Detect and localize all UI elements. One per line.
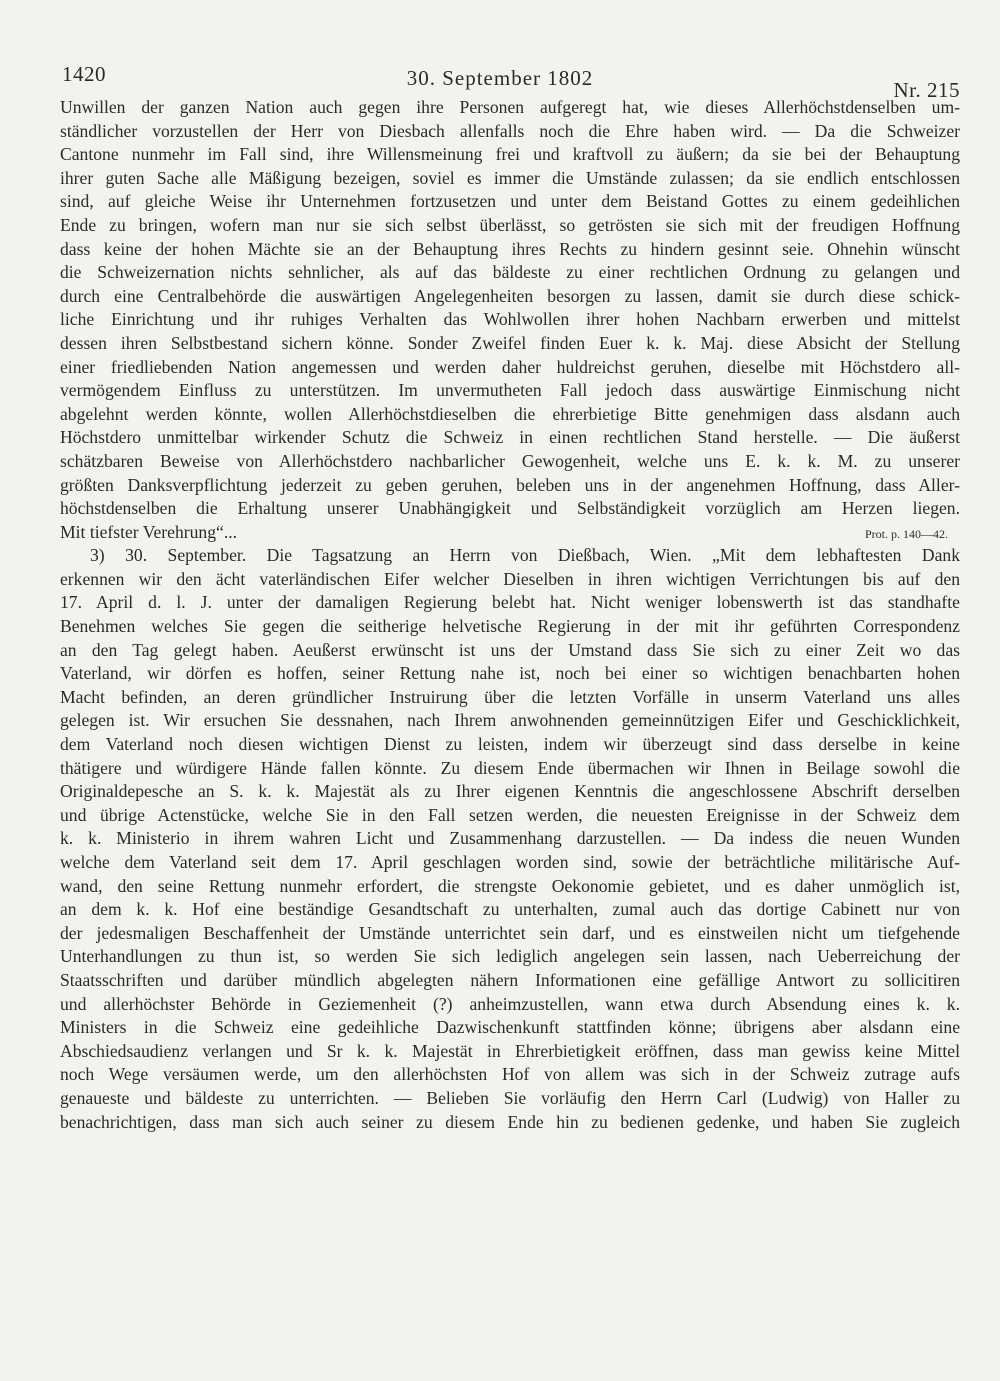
text-line: Ministers in die Schweiz eine gedeihliche Dazwischenkunft stattfinden könne; übrigens aber alsdann eine [60,1017,960,1038]
text-line: thätigere und würdigere Hände fallen könnte. Zu diesem Ende übermachen wir Ihnen in Beilage sowohl die [60,757,960,778]
text-line: abgelehnt werden könnte, wollen Allerhöchstdieselben die ehrerbietige Bitte genehmigen dass alsdann auch [60,403,960,424]
text-line: k. k. Ministerio in ihrem wahren Licht und Zusammenhang darzustellen. — Da indess die neuen Wunden [60,828,960,849]
closing-line [60,521,960,545]
text-line: Staatsschriften und darüber mündlich abgelegten nähern Informationen eine gefällige Antwort zu sollicitiren [60,969,960,990]
text-line: und übrige Actenstücke, welche Sie in den Fall setzen werden, die neuesten Ereignisse in der Schweiz dem [60,804,960,825]
text-line: größten Danksverpflichtung jederzeit zu geben geruhen, beleben uns in der angenehmen Hoffnung, dass Aller- [60,474,960,495]
text-line: und allerhöchster Behörde in Geziemenheit (?) anheimzustellen, wann etwa durch Absendung eines k. k. [60,993,960,1014]
body-text [60,96,960,1134]
text-line: dass keine der hohen Mächte sie an der Behauptung ihres Rechts zu hindern gesinnt seie. Ohnehin wünscht [60,238,960,259]
text-line: der jedesmaligen Beschaffenheit der Umstände unterrichtet sein darf, und es einstweilen nicht um tiefgehende [60,922,960,943]
text-line: 17. April d. l. J. unter der damaligen Regierung belebt hat. Nicht weniger lobenswerth ist das standhafte [60,592,960,613]
text-line: an dem k. k. Hof eine beständige Gesandtschaft zu unterhalten, zumal auch das dortige Cabinett nur von [60,899,960,920]
text-line: noch Wege versäumen werde, um den allerhöchsten Hof von allem was sich in der Schweiz zutrage aufs [60,1064,960,1085]
text-line: welche dem Vaterland seit dem 17. April geschlagen worden sind, sowie der beträchtliche militärische Auf- [60,852,960,872]
text-line: wand, den seine Rettung nunmehr erfordert, die strengste Oekonomie gebietet, und es daher unmöglich ist, [60,875,960,896]
text-line: ihrer guten Sache alle Mäßigung bezeigen, soviel es immer die Umstände zulassen; da sie endlich entschlossen [60,167,960,188]
protocol-reference: Prot. p. 140—42. [864,526,948,541]
text-line: Vaterland, wir dörfen es hoffen, seiner Rettung nahe ist, noch bei einer so wichtigen benachbarten hohen [60,663,960,684]
text-line: Originaldepesche an S. k. k. Majestät als zu Ihrer eigenen Kenntnis die angeschlossene Abschrift derselben [60,781,960,802]
text-line: einer friedliebenden Nation angemessen und werden daher huldreichst geruhen, dieselbe mit Höchstdero all- [60,356,960,377]
text-line: liche Einrichtung und ihr ruhiges Verhalten das Wohlwollen ihrer hohen Nachbarn erwerben und mittelst [60,309,960,330]
paragraph-2 [60,544,960,1134]
paragraph-1 [60,96,960,521]
page-header-date: 30. September 1802 [406,66,594,90]
text-line: gelegen ist. Wir ersuchen Sie dessnahen, nach Ihrem anwohnenden gemeinnützigen Eifer und Geschicklichkeit, [60,710,960,731]
page-number: 1420 [62,62,106,86]
text-line: sind, auf gleiche Weise ihr Unternehmen fortzusetzen und unter dem Beistand Gottes zu einem gedeihlichen [60,191,960,212]
text-line: vermögendem Einfluss zu unterstützen. Im unvermutheten Fall jedoch dass auswärtige Einmischung nicht [60,380,960,401]
text-line: Cantone nunmehr im Fall sind, ihre Willensmeinung frei und kraftvoll zu äußern; da sie bei der Behauptung [60,144,960,165]
text-line: erkennen wir den ächt vaterländischen Eifer welcher Dieselben in ihren wichtigen Verrichtungen bis auf den [60,568,960,589]
text-line: ständlicher vorzustellen der Herr von Diesbach allenfalls noch die Ehre haben wird. — Da die Schweizer [60,120,960,141]
text-line: benachrichtigen, dass man sich auch seiner zu diesem Ende hin zu bedienen gedenke, und haben Sie zugleich [60,1111,960,1132]
closing-salutation: Mit tiefster Verehrung“... [60,521,238,542]
text-line: 3) 30. September. Die Tagsatzung an Herrn von Dießbach, Wien. „Mit dem lebhaftesten Dank [90,545,960,566]
text-line: genaueste und bäldeste zu unterrichten. — Belieben Sie vorläufig den Herrn Carl (Ludwig) von Haller zu [60,1087,960,1108]
text-line: Benehmen welches Sie gegen die seitherige helvetische Regierung in der mit ihr geführten Correspondenz [60,616,960,637]
text-line: Abschiedsaudienz verlangen und Sr k. k. Majestät in Ehrerbietigkeit eröffnen, dass man gewiss keine Mittel [60,1040,960,1061]
text-line: Ende zu bringen, wofern man nur sie sich selbst überlässt, so getrösten sie sich mit der freudigen Hoffnung [60,214,960,235]
text-line: höchstdenselben die Erhaltung unserer Unabhängigkeit und Selbständigkeit vorzüglich am Herzen liegen. [60,498,960,519]
text-line: durch eine Centralbehörde die auswärtigen Angelegenheiten besorgen zu lassen, damit sie durch diese schick- [60,285,960,306]
text-line: an den Tag gelegt haben. Aeußerst erwünscht ist uns der Umstand dass Sie sich zu einer Zeit wo das [60,639,960,660]
text-line: Macht befinden, an deren gründlicher Instruirung über die letzten Vorfälle in unserm Vaterland uns alles [60,686,960,707]
text-line: Höchstdero unmittelbar wirkender Schutz die Schweiz in einen rechtlichen Stand herstelle. — Die äußerst [60,427,960,448]
text-line: schätzbaren Beweise von Allerhöchstdero nachbarlicher Gewogenheit, welche uns E. k. k. M. zu unserer [60,450,960,471]
text-line: dessen ihren Selbstbestand sichern könne. Sonder Zweifel finden Euer k. k. Maj. diese Absicht der Stellung [60,332,960,353]
text-line: Unwillen der ganzen Nation auch gegen ihre Personen aufgeregt hat, wie dieses Allerhöchstdenselben um- [60,97,960,117]
text-line: Unterhandlungen zu thun ist, so werden Sie sich lediglich angelegen sein lassen, nach Ueberreichung der [60,946,960,967]
text-line: die Schweizernation nichts sehnlicher, als auf das bäldeste zu einer rechtlichen Ordnung zu gelangen und [60,262,960,283]
document-number: Nr. 215 [893,78,960,102]
text-line: dem Vaterland noch diesen wichtigen Dienst zu leisten, indem wir überzeugt sind dass derselbe in keine [60,734,960,755]
